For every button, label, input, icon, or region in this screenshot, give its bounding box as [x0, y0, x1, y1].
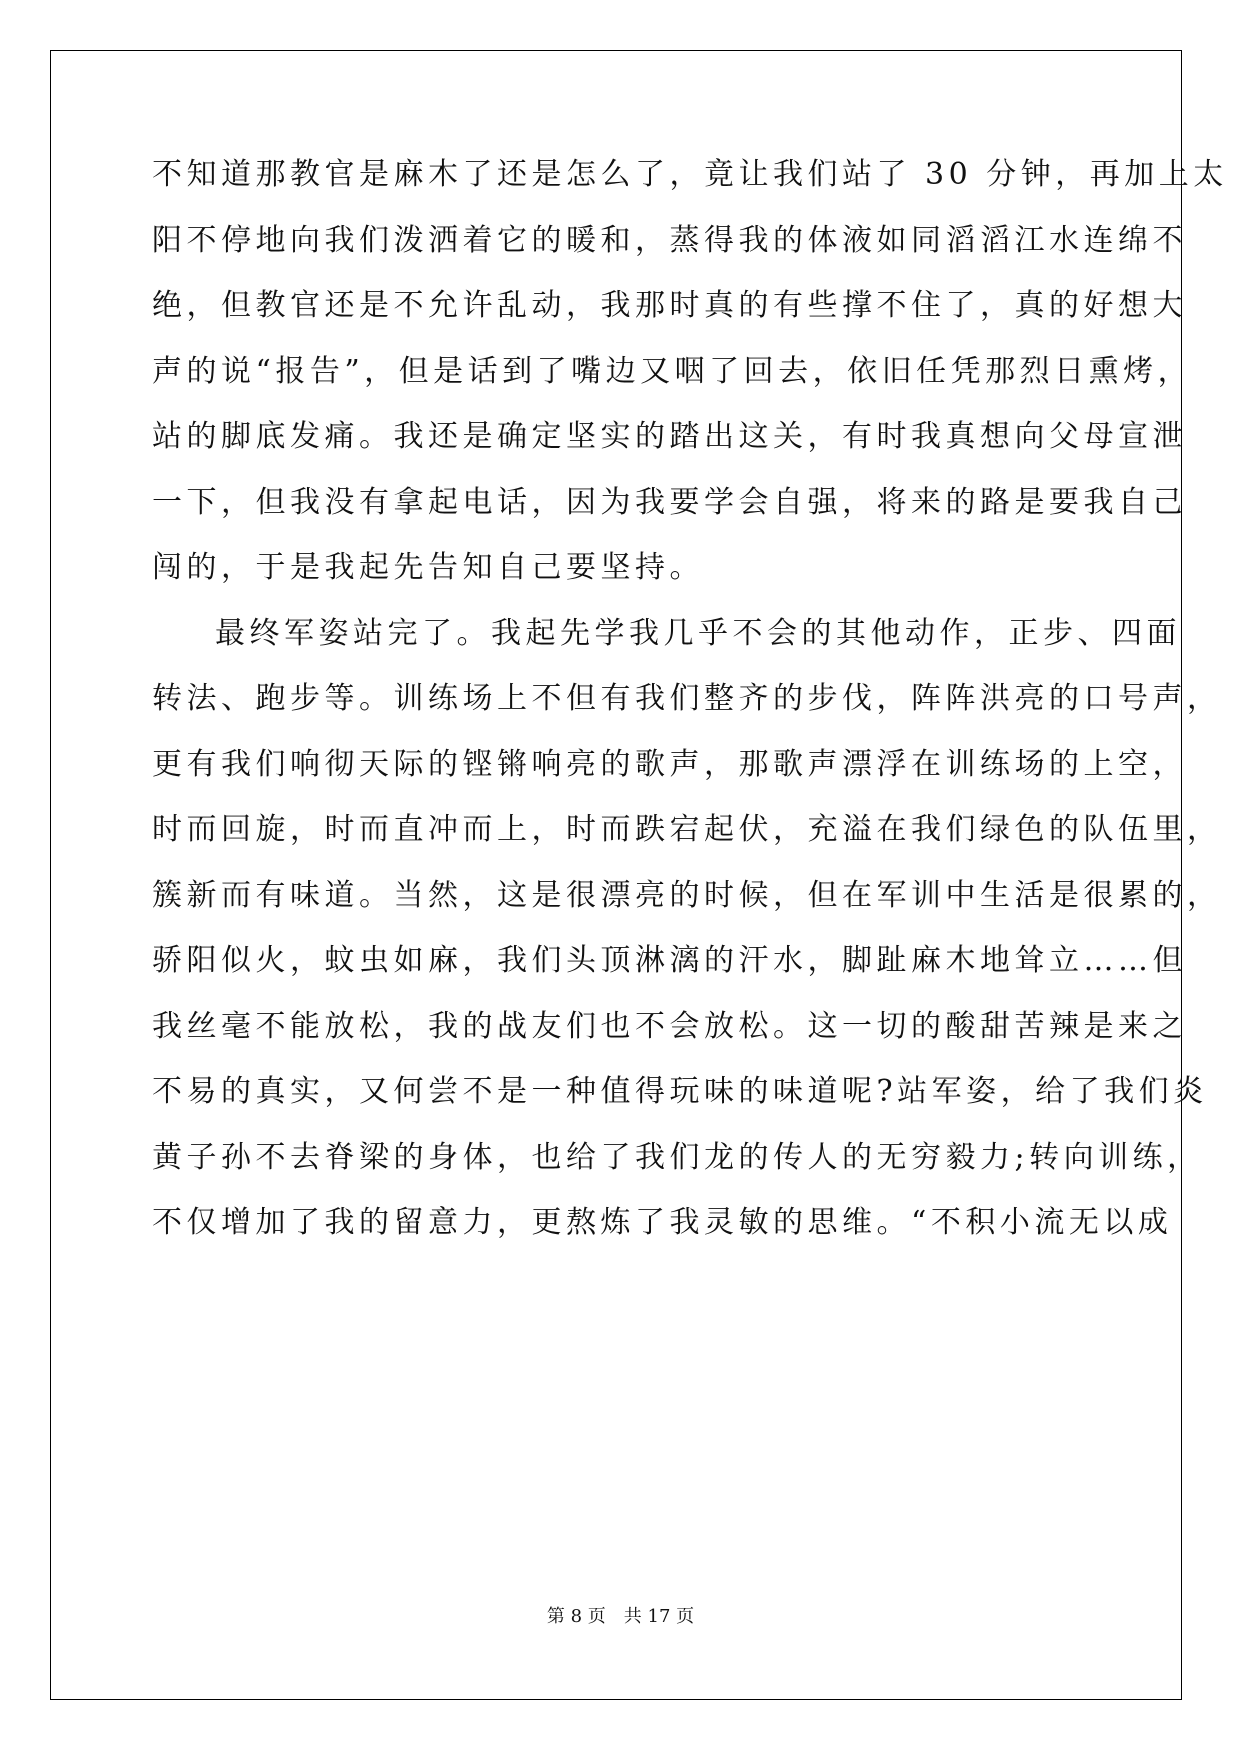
document-body — [152, 157, 1228, 1274]
paragraph-2 — [152, 615, 1222, 1274]
text-line: 站的脚底发痛。我还是确定坚实的踏出这关，有时我真想向父母宣泄 — [152, 419, 1187, 454]
text-line: 更有我们响彻天际的铿锵响亮的歌声，那歌声漂浮在训练场的上空， — [152, 746, 1187, 782]
text-line: 声的说“报告”，但是话到了嘴边又咽了回去，依旧任凭那烈日熏烤， — [152, 353, 1193, 389]
text-line: 不易的真实，又何尝不是一种值得玩味的味道呢?站军姿，给了我们炎 — [152, 1074, 1208, 1109]
text-line: 黄子孙不去脊梁的身体，也给了我们龙的传人的无穷毅力;转向训练， — [152, 1139, 1202, 1175]
text-line: 我丝毫不能放松，我的战友们也不会放松。这一切的酸甜苦辣是来之 — [152, 1008, 1187, 1044]
text-line: 最终军姿站完了。我起先学我几乎不会的其他动作，正步、四面 — [215, 615, 1181, 651]
text-line: 转法、跑步等。训练场上不但有我们整齐的步伐，阵阵洪亮的口号声， — [152, 681, 1222, 716]
page-total: 共 17 页 — [623, 1606, 695, 1627]
text-line: 阳不停地向我们泼洒着它的暖和，蒸得我的体液如同滔滔江水连绵不 — [152, 222, 1187, 258]
paragraph-1 — [152, 157, 1228, 619]
text-line: 簇新而有味道。当然，这是很漂亮的时候，但在军训中生活是很累的， — [152, 877, 1222, 913]
page-footer — [0, 1605, 1241, 1629]
text-line: 时而回旋，时而直冲而上，时而跌宕起伏，充溢在我们绿色的队伍里， — [152, 812, 1222, 847]
text-line: 不知道那教官是麻木了还是怎么了，竟让我们站了 30 分钟，再加上太 — [152, 157, 1228, 192]
text-line: 不仅增加了我的留意力，更熬炼了我灵敏的思维。“不积小流无以成 — [152, 1205, 1173, 1240]
text-line: 骄阳似火，蚊虫如麻，我们头顶淋漓的汗水，脚趾麻木地耸立……但 — [152, 943, 1187, 978]
text-line: 闯的，于是我起先告知自己要坚持。 — [152, 550, 704, 585]
text-line: 一下，但我没有拿起电话，因为我要学会自强，将来的路是要我自己 — [152, 484, 1187, 520]
text-line: 绝，但教官还是不允许乱动，我那时真的有些撑不住了，真的好想大 — [152, 288, 1187, 323]
page-number: 第 8 页 — [546, 1606, 606, 1627]
